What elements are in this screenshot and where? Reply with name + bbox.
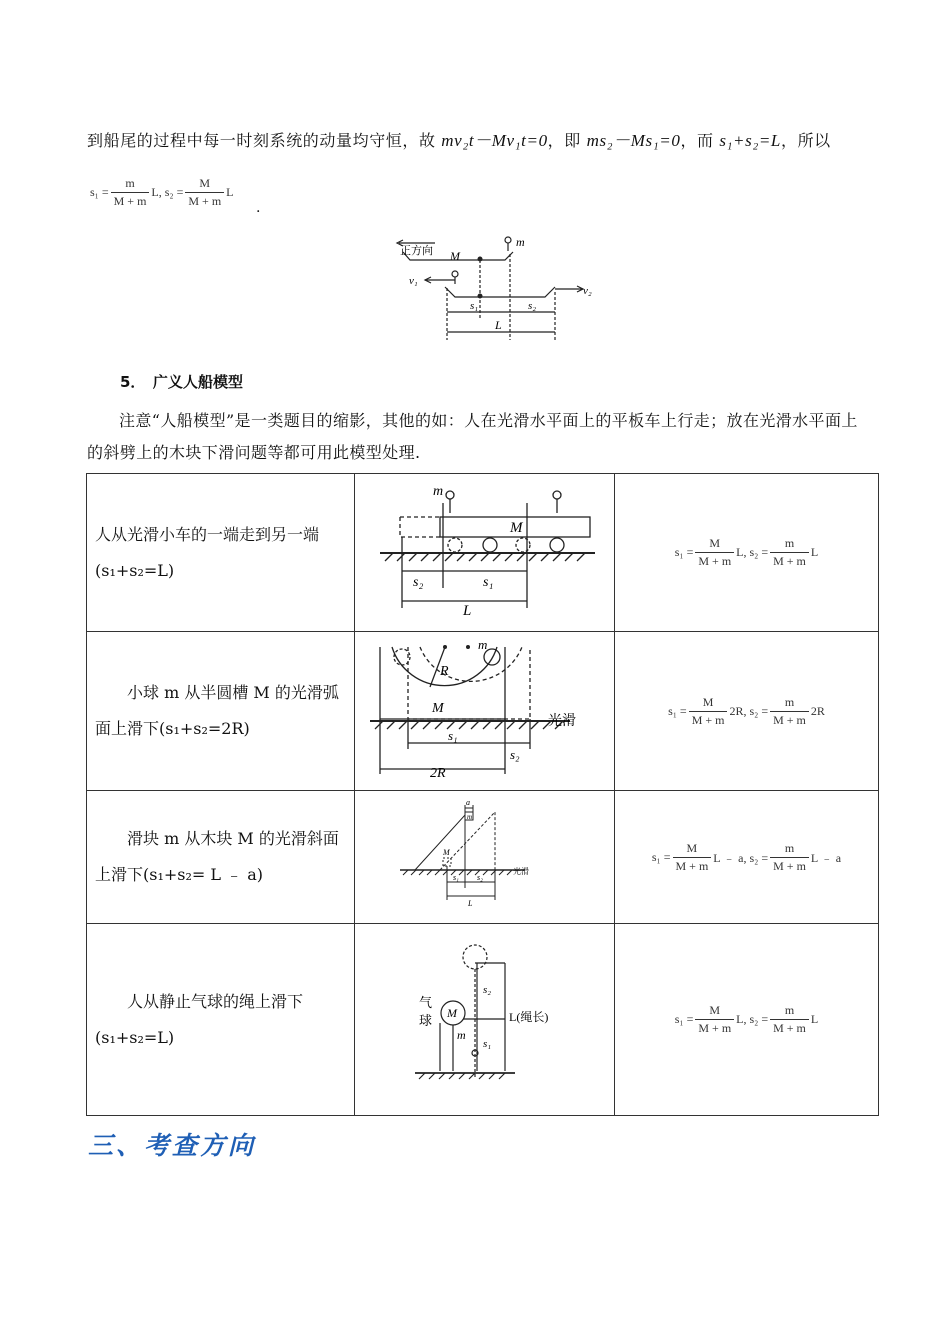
length-label: L [467,899,472,908]
formula-cell [615,632,879,791]
direction-label: 正方向 [400,245,433,257]
formula-cell [615,474,879,632]
fraction: $\frac{M}{M + m}$ [673,841,712,874]
length-label: L [462,603,471,618]
sum-equation: s₁+s₂=L [719,131,781,150]
boat-diagram [395,232,595,344]
formula: s₁ = $\frac{M}{M + m}$ L, s₂ = $\frac{m}{M + m}$ L [674,536,819,568]
length-label: L [495,318,502,332]
fraction: $\frac{m}{M + m}$ [770,536,809,569]
formula: s₁ = $\frac{M}{M + m}$ L ﹣ a, s₂ = $\frac{m}{M + m}$ L ﹣ a [651,840,842,873]
description-cell: 人从光滑小车的一端走到另一端 (s₁+s₂=L) [87,474,355,632]
fraction: $\frac{M}{M + m}$ [695,1003,734,1036]
section-heading: 5． 广义人船模型 [120,373,243,391]
person-mass-label: m [456,1027,466,1042]
formula-cell [615,924,879,1116]
balloon-diagram [395,943,575,1093]
smooth-label: 光滑 [547,714,576,729]
rope-length-label: L(绳长) [508,1009,548,1024]
block-mass-label: m [466,813,472,821]
models-table [86,473,879,1116]
table-row [87,924,879,1116]
description-cell: 滑块 m 从木块 M 的光滑斜面上滑下(s₁+s₂= L ﹣ a) [87,791,355,924]
fraction: $\frac{M}{M + m}$ [695,536,734,569]
person-mass-label: m [432,484,443,499]
formula-cell [615,791,879,924]
balloon-label-2: 球 [418,1012,432,1028]
section-title: 三、考查方向 [88,1131,257,1160]
intro-line: 到船尾的过程中每一时刻系统的动量均守恒，故 mv₂t－Mv₁t=0，即 ms₂－Ms₁=0，而 s₁+s₂=L，所以 [87,131,831,150]
formula-period: . [256,200,261,216]
v2-label: v₂ [583,285,592,297]
formula: s₁ = $\frac{M}{M + m}$ L, s₂ = $\frac{m}{M + m}$ L [674,1003,819,1035]
figure-cell [355,924,615,1116]
top-formula: s₁ = $\frac{m}{M + m}$ L, s₂ = $\frac{M}{M + m}$ L [90,176,234,208]
wedge-diagram [395,800,575,910]
balloon-label-1: 气 [418,994,432,1010]
cart-diagram [375,483,595,618]
smooth-label: 光滑 [512,867,529,876]
person-mass-label: m [516,235,525,249]
balloon-mass-label: M [446,1005,457,1020]
cart-mass-label: M [509,520,522,536]
ball-mass-label: m [477,639,487,652]
s2-label: s₂ [482,983,491,996]
table-row [87,632,879,791]
v1-label: v₁ [409,275,418,287]
wedge-mass-label: M [442,848,450,857]
s1-label: s₁ [482,1037,491,1050]
table-row [87,791,879,924]
length-label: 2R [429,766,446,779]
momentum-equation: mv₂t－Mv₁t=0 [441,131,548,150]
section-paragraph: 注意“人船模型”是一类题目的缩影，其他的如：人在光滑水平面上的平板车上行走；放在光滑水平面上的斜劈上的木块下滑问题等都可用此模型处理. [87,411,858,462]
boat-mass-label: M [450,249,460,263]
description-cell: 人从静止气球的绳上滑下 (s₁+s₂=L) [87,924,355,1116]
displacement-equation: ms₂－Ms₁=0 [586,131,681,150]
s1-label: s₁ [447,728,458,743]
description-cell: 小球 m 从半圆槽 M 的光滑弧面上滑下(s₁+s₂=2R) [87,632,355,791]
fraction: $\frac{M}{M + m}$ [689,695,728,728]
formula: s₁ = $\frac{M}{M + m}$ 2R, s₂ = $\frac{m}{M + m}$ 2R [668,694,825,727]
a-label: a [465,800,470,807]
figure-cell [355,632,615,791]
fraction: $\frac{m}{M + m}$ [111,176,150,209]
figure-cell [355,791,615,924]
figure-cell [355,474,615,632]
s1-label: s₁ [470,300,479,312]
s1-label: s₁ [452,873,459,882]
s2-label: s₂ [528,300,537,312]
fraction: $\frac{m}{M + m}$ [770,841,809,874]
radius-label: R [439,664,449,679]
s2-label: s₂ [476,873,483,882]
half-groove-diagram [370,639,600,779]
groove-mass-label: M [431,701,444,716]
s1-label: s₁ [482,575,493,590]
fraction: $\frac{M}{M + m}$ [185,176,224,209]
fraction: $\frac{m}{M + m}$ [770,1003,809,1036]
s2-label: s₂ [509,747,520,762]
table-row [87,474,879,632]
fraction: $\frac{m}{M + m}$ [770,695,809,728]
s2-label: s₂ [412,575,423,590]
